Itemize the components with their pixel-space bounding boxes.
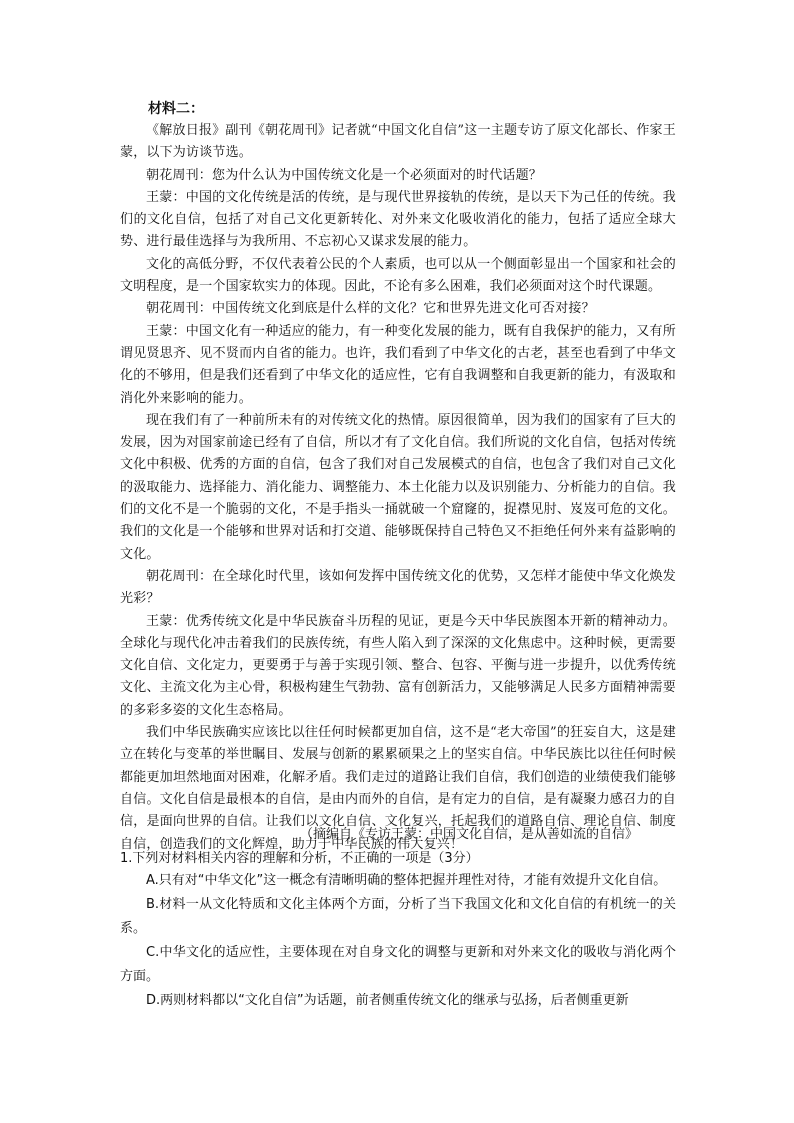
paragraph: 朝花周刊：中国传统文化到底是什么样的文化？它和世界先进文化可否对接？: [146, 301, 595, 317]
paragraph: 朝花周刊：在全球化时代里，该如何发挥中国传统文化的优势，又怎样才能使中华文化焕发光彩？: [120, 568, 676, 607]
paragraph: 现在我们有了一种前所未有的对传统文化的热情。原因很简单，因为我们的国家有了巨大的发展，因为对国家前途已经有了自信，所以才有了文化自信。我们所说的文化自信，包括对传统文化中积极、优秀的方面的自信，包含了我们对自己发展模式的自信，也包含了我们对自己文化的汲取能力、选择能力、消化能力、调整能力、本土化能力以及识别能力、分析能力的自信。我们的文化不是一个脆弱的文化，不是手指头一捅就破一个窟窿的，捉襟见肘、岌岌可危的文化。我们的文化是一个能够和世界对话和打交道、能够既保持自己特色又不拒绝任何外来有益影响的文化。: [120, 412, 676, 562]
paragraph: 朝花周刊：您为什么认为中国传统文化是一个必须面对的时代话题？: [146, 167, 543, 183]
section-title: 材料二：: [148, 101, 204, 117]
question-stem: 1.下列对材料相关内容的理解和分析，不正确的一项是（3分）: [120, 851, 479, 866]
question-block: [120, 848, 676, 1013]
paragraph: 王蒙：中国的文化传统是活的传统，是与现代世界接轨的传统，是以天下为己任的传统。我们的文化自信，包括了对自己文化更新转化、对外来文化吸收消化的能力，包括了适应全球大势、进行最佳选择与为我所用、不忘初心又谋求发展的能力。: [120, 189, 676, 250]
article-body: [120, 120, 676, 856]
paragraph: 《解放日报》副刊《朝花周刊》记者就“中国文化自信”这一主题专访了原文化部长、作家王蒙，以下为访谈节选。: [120, 123, 676, 161]
paragraph: 文化的高低分野，不仅代表着公民的个人素质，也可以从一个侧面彰显出一个国家和社会的文明程度，是一个国家软实力的体现。因此，不论有多么困难，我们必须面对这个时代课题。: [120, 256, 676, 295]
source-citation: （摘编自《专访王蒙：中国文化自信，是从善如流的自信》: [300, 827, 639, 842]
option-a: A.只有对“中华文化”这一概念有清晰明确的整体把握并理性对待，才能有效提升文化自信。: [146, 873, 667, 888]
option-b: B.材料一从文化特质和文化主体两个方面，分析了当下我国文化和文化自信的有机统一的关系。: [120, 897, 676, 936]
paragraph: 我们中华民族确实应该比以往任何时候都更加自信，这不是“老大帝国”的狂妄自大，这是建立在转化与变革的举世瞩目、发展与创新的累累硕果之上的坚实自信。中华民族比以往任何时候都能更加坦然地面对困难，化解矛盾。我们走过的道路让我们自信，我们创造的业绩使我们能够自信。文化自信是最根本的自信，是由内而外的自信，是有定力的自信，是有凝聚力感召力的自信，是面向世界的自信。让我们以文化自信、文化复兴，托起我们的道路自信、理论自信、制度自信，创造我们的文化辉煌，助力于中华民族的伟大复兴！: [120, 725, 676, 852]
option-d: D.两则材料都以“文化自信”为话题，前者侧重传统文化的继承与弘扬，后者侧重更新: [146, 993, 629, 1008]
paragraph: 王蒙：中国文化有一种适应的能力，有一种变化发展的能力，既有自我保护的能力，又有所谓见贤思齐、见不贤而内自省的能力。也许，我们看到了中华文化的古老，甚至也看到了中华文化的不够用，但是我们还看到了中华文化的适应性，它有自我调整和自我更新的能力，有汲取和消化外来影响的能力。: [120, 323, 676, 406]
paragraph: 王蒙：优秀传统文化是中华民族奋斗历程的见证，更是今天中华民族图本开新的精神动力。全球化与现代化冲击着我们的民族传统，有些人陷入到了深深的文化焦虑中。这种时候，更需要文化自信、文化定力，更要勇于与善于实现引领、整合、包容、平衡与进一步提升，以优秀传统文化、主流文化为主心骨，积极构建生气勃勃、富有创新活力，又能够满足人民多方面精神需要的多彩多姿的文化生态格局。: [120, 613, 676, 718]
option-c: C.中华文化的适应性，主要体现在对自身文化的调整与更新和对外来文化的吸收与消化两个方面。: [120, 945, 676, 984]
